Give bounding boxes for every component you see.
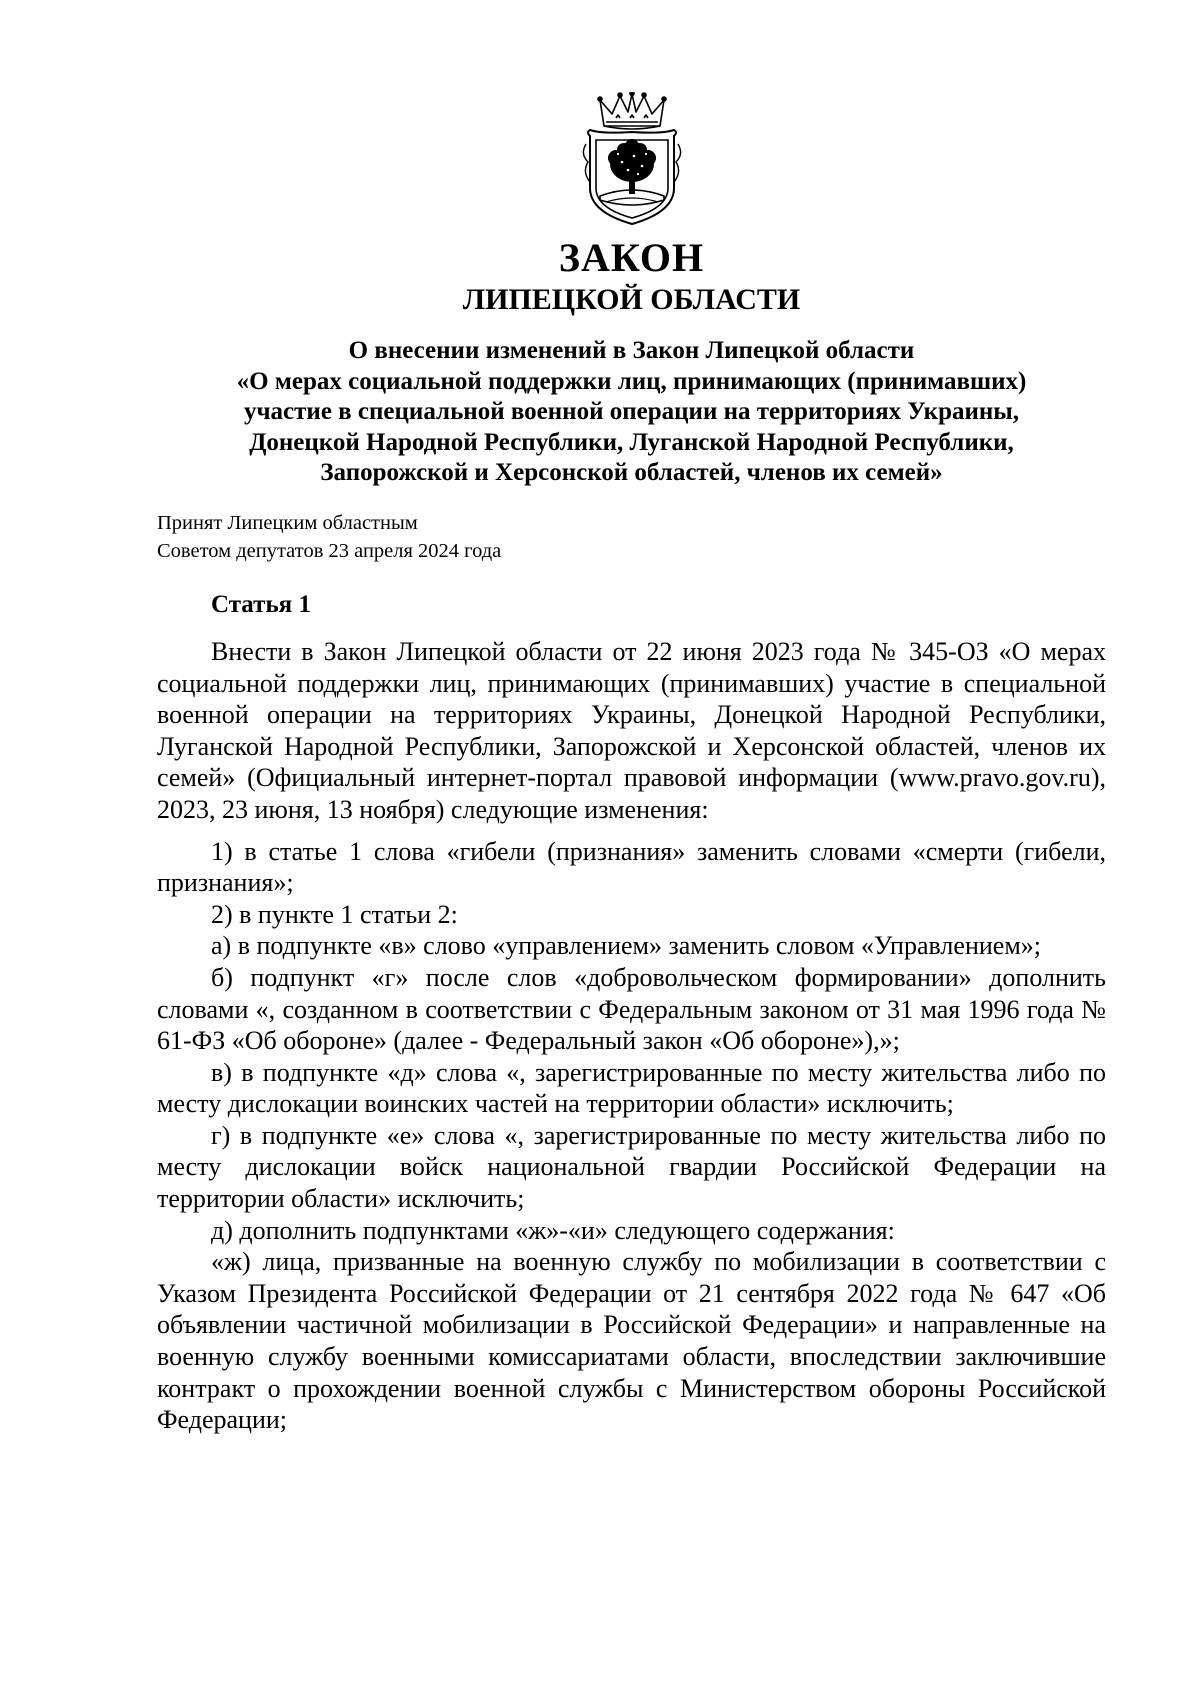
document-title: ЗАКОН (558, 235, 705, 280)
subject-line: Донецкой Народной Республики, Луганской Народной Республики, (249, 428, 1014, 456)
document-region: ЛИПЕЦКОЙ ОБЛАСТИ (462, 283, 801, 316)
article-paragraph: «ж) лица, призванные на военную службу по мобилизации в соответствии с Указом Президента Российской Федерации от 21 сентября 2022 года № 647 «Об объявлении частичной мобилизации в Российской Федерации» и направленные на военную службу военными комиссариатами области, впоследствии заключившие контракт о прохождении военной службы с Министерством обороны Российской Федерации; (157, 1247, 1106, 1435)
law-subject (157, 336, 1106, 489)
subject-line: Запорожской и Херсонской областей, членов их семей» (320, 459, 943, 487)
adoption-note (157, 509, 1106, 565)
adoption-line: Принят Липецким областным (157, 511, 418, 534)
subject-line: О внесении изменений в Закон Липецкой области (348, 337, 915, 364)
subject-line: «О мерах социальной поддержки лиц, принимающих (принимавших) (236, 367, 1027, 395)
article-body (157, 636, 1106, 1436)
article-paragraph: в) в подпункте «д» слова «, зарегистрированные по месту жительства либо по месту дислокации воинских частей на территории области» исключить; (157, 1057, 1106, 1119)
article-paragraph: Внести в Закон Липецкой области от 22 июня 2023 года № 345-ОЗ «О мерах социальной поддержки лиц, принимающих (принимавших) участие в специальной военной операции на территориях Украины, Донецкой Народной Республики, Луганской Народной Республики, Запорожской и Херсонской областей, членов их семей» (Официальный интернет-портал правовой информации (www.pravo.gov.ru), 2023, 23 июня, 13 ноября) следующие изменения: (157, 636, 1106, 824)
subject-line: участие в специальной военной операции на территориях Украины, (243, 398, 1020, 426)
article-heading: Статья 1 (211, 590, 311, 618)
article-paragraph: 1) в статье 1 слова «гибели (признания» заменить словами «смерти (гибели, признания»; (157, 836, 1106, 898)
article-paragraph: 2) в пункте 1 статьи 2: (211, 899, 458, 929)
article-paragraph: д) дополнить подпунктами «ж»-«и» следующего содержания: (211, 1215, 895, 1245)
article-paragraph: б) подпункт «г» после слов «добровольческом формировании» дополнить словами «, созданном в соответствии с Федеральным законом от 31 мая 1996 года № 61-ФЗ «Об обороне» (далее - Федеральный закон «Об обороне»),»; (157, 962, 1106, 1056)
adoption-line: Советом депутатов 23 апреля 2024 года (157, 539, 502, 562)
lipetsk-coat-of-arms-icon (576, 92, 688, 228)
article-paragraph: г) в подпункте «е» слова «, зарегистрированные по месту жительства либо по месту дислокации войск национальной гвардии Российской Федерации на территории области» исключить; (157, 1120, 1106, 1214)
article-paragraph: а) в подпункте «в» слово «управлением» заменить словом «Управлением»; (211, 931, 1041, 961)
